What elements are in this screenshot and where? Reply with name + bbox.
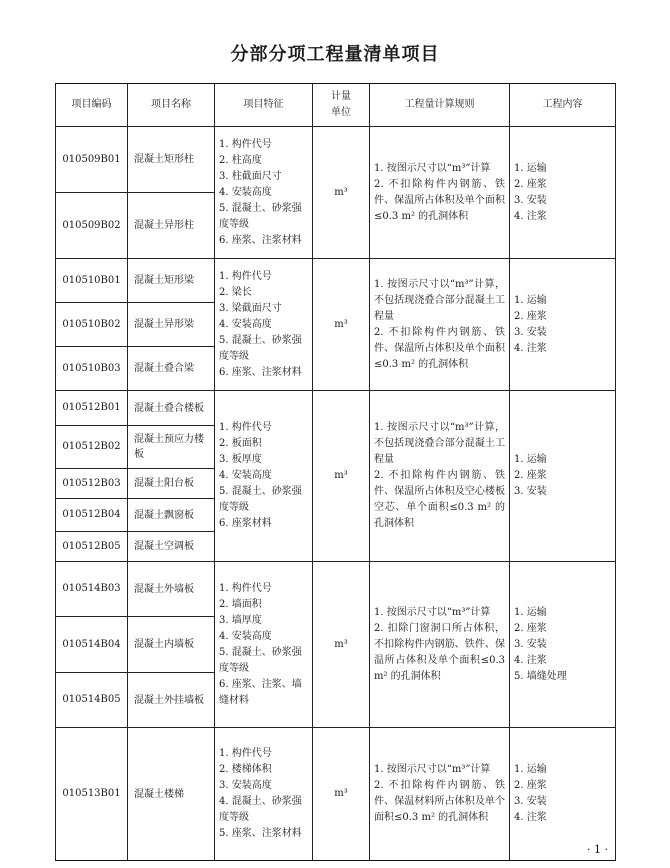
item-code: 010512B04: [56, 499, 128, 532]
feature-line: 4. 安装高度: [219, 630, 272, 642]
content-line: 3. 安装: [514, 194, 547, 206]
item-rules: [370, 127, 510, 259]
feature-line: 4. 安装高度: [219, 186, 272, 198]
page-number: · 1 ·: [587, 843, 608, 856]
bill-of-quantities-table: [55, 83, 616, 861]
item-name: 混凝土异形梁: [128, 303, 215, 347]
feature-line: 5. 混凝土、砂浆强度等级: [219, 334, 302, 362]
item-content: [510, 728, 616, 861]
item-code: 010509B02: [56, 193, 128, 259]
item-code: 010512B03: [56, 469, 128, 499]
item-name: 混凝土叠合楼板: [128, 391, 215, 426]
rule-line: 2. 不扣除构件内钢筋、铁件、保温材料所占体积及单个面积≤0.3 m² 的孔洞体积: [374, 780, 505, 823]
rule-line: 2. 不扣除构件内钢筋、铁件、保温所占体积及单个面积≤0.3 m² 的孔洞体积: [374, 326, 505, 370]
item-unit: m³: [313, 391, 370, 562]
item-rules: [370, 728, 510, 861]
rule-line: 1. 按图示尺寸以“m³”计算，不包括现浇叠合部分混凝土工程量: [374, 278, 505, 322]
header-content: 工程内容: [510, 84, 616, 127]
item-features: [215, 391, 313, 562]
item-unit: m³: [313, 562, 370, 728]
item-content: [510, 127, 616, 259]
feature-line: 3. 墙厚度: [219, 614, 262, 626]
feature-line: 2. 柱高度: [219, 154, 262, 166]
feature-line: 1. 构件代号: [219, 748, 272, 759]
item-content: [510, 259, 616, 391]
rule-line: 2. 扣除门窗洞口所占体积，不扣除构件内钢筋、铁件、保温所占体积及单个面积≤0.3 m² 的孔洞体积: [374, 622, 505, 682]
table-row: [56, 728, 616, 861]
feature-line: 3. 梁截面尺寸: [219, 302, 282, 314]
item-name: 混凝土预应力楼板: [128, 426, 215, 469]
feature-line: 4. 安装高度: [219, 318, 272, 330]
content-line: 4. 注浆: [514, 812, 547, 823]
feature-line: 5. 混凝土、砂浆强度等级: [219, 646, 302, 674]
item-code: 010514B05: [56, 673, 128, 728]
rule-line: 1. 按图示尺寸以“m³”计算: [374, 162, 491, 174]
content-line: 3. 安装: [514, 638, 547, 650]
table-row: [56, 127, 616, 193]
item-unit: m³: [313, 127, 370, 259]
feature-line: 1. 构件代号: [219, 422, 272, 433]
rule-line: 2. 不扣除构件内钢筋、铁件、保温所占体积及空心楼板空芯、单个面积≤0.3 m² 的孔洞体积: [374, 470, 505, 529]
feature-line: 4. 安装高度: [219, 470, 272, 481]
item-features: [215, 728, 313, 861]
item-unit: m³: [313, 728, 370, 861]
item-code: 010510B01: [56, 259, 128, 303]
table-header-row: [56, 84, 616, 127]
item-rules: [370, 562, 510, 728]
rule-line: 1. 按图示尺寸以“m³”计算，不包括现浇叠合部分混凝土工程量: [374, 422, 505, 465]
feature-line: 2. 墙面积: [219, 598, 262, 610]
feature-line: 1. 构件代号: [219, 270, 272, 282]
item-name: 混凝土空调板: [128, 532, 215, 562]
table-row: [56, 259, 616, 303]
content-line: 1. 运输: [514, 606, 547, 618]
item-name: 混凝土异形柱: [128, 193, 215, 259]
item-code: 010514B04: [56, 617, 128, 673]
feature-line: 5. 混凝土、砂浆强度等级: [219, 486, 302, 513]
page-title: 分部分项工程量清单项目: [230, 44, 440, 65]
header-rules: 工程量计算规则: [370, 84, 510, 127]
item-name: 混凝土叠合梁: [128, 347, 215, 391]
content-line: 2. 座浆: [514, 780, 547, 791]
content-line: 3. 安装: [514, 486, 547, 497]
item-code: 010510B03: [56, 347, 128, 391]
content-line: 2. 座浆: [514, 470, 547, 481]
content-line: 1. 运输: [514, 764, 547, 775]
content-line: 3. 安装: [514, 326, 547, 338]
item-name: 混凝土外挂墙板: [128, 673, 215, 728]
item-code: 010514B03: [56, 562, 128, 617]
item-name: 混凝土楼梯: [128, 728, 215, 861]
feature-line: 1. 构件代号: [219, 582, 272, 594]
feature-line: 6. 座浆、注浆、墙缝材料: [219, 678, 302, 706]
rule-line: 1. 按图示尺寸以“m³”计算: [374, 764, 491, 775]
feature-line: 3. 板厚度: [219, 454, 262, 465]
item-name: 混凝土外墙板: [128, 562, 215, 617]
content-line: 3. 安装: [514, 796, 547, 807]
feature-line: 1. 构件代号: [219, 138, 272, 150]
item-content: [510, 391, 616, 562]
table-row: [56, 391, 616, 426]
content-line: 2. 座浆: [514, 310, 547, 322]
item-content: [510, 562, 616, 728]
header-name: 项目名称: [128, 84, 215, 127]
content-line: 2. 座浆: [514, 622, 547, 634]
item-features: [215, 259, 313, 391]
item-name: 混凝土阳台板: [128, 469, 215, 499]
item-code: 010509B01: [56, 127, 128, 193]
header-code: 项目编码: [56, 84, 128, 127]
feature-line: 2. 板面积: [219, 438, 262, 449]
feature-line: 2. 梁长: [219, 286, 252, 298]
content-line: 1. 运输: [514, 162, 547, 174]
item-code: 010510B02: [56, 303, 128, 347]
header-features: 项目特征: [215, 84, 313, 127]
item-name: 混凝土飘窗板: [128, 499, 215, 532]
feature-line: 3. 柱截面尺寸: [219, 170, 282, 182]
item-unit: m³: [313, 259, 370, 391]
item-code: 010512B01: [56, 391, 128, 426]
rule-line: 2. 不扣除构件内钢筋、铁件、保温所占体积及单个面积≤0.3 m² 的孔洞体积: [374, 178, 505, 222]
item-code: 010513B01: [56, 728, 128, 861]
feature-line: 5. 座浆、注浆材料: [219, 828, 302, 839]
content-line: 1. 运输: [514, 294, 547, 306]
header-unit: 计量单位: [313, 84, 370, 127]
item-rules: [370, 391, 510, 562]
item-features: [215, 127, 313, 259]
item-name: 混凝土内墙板: [128, 617, 215, 673]
item-rules: [370, 259, 510, 391]
feature-line: 3. 安装高度: [219, 780, 272, 791]
item-code: 010512B02: [56, 426, 128, 469]
content-line: 2. 座浆: [514, 178, 547, 190]
feature-line: 4. 混凝土、砂浆强度等级: [219, 796, 302, 823]
content-line: 1. 运输: [514, 454, 547, 465]
item-name: 混凝土矩形柱: [128, 127, 215, 193]
content-line: 5. 墙缝处理: [514, 670, 567, 682]
content-line: 4. 注浆: [514, 210, 547, 222]
feature-line: 2. 楼梯体积: [219, 764, 272, 775]
rule-line: 1. 按图示尺寸以“m³”计算: [374, 606, 491, 618]
item-features: [215, 562, 313, 728]
content-line: 4. 注浆: [514, 654, 547, 666]
content-line: 4. 注浆: [514, 342, 547, 354]
feature-line: 5. 混凝土、砂浆强度等级: [219, 202, 302, 230]
feature-line: 6. 座浆、注浆材料: [219, 366, 302, 378]
feature-line: 6. 座浆材料: [219, 518, 272, 529]
feature-line: 6. 座浆、注浆材料: [219, 234, 302, 246]
item-code: 010512B05: [56, 532, 128, 562]
table-row: [56, 562, 616, 617]
item-name: 混凝土矩形梁: [128, 259, 215, 303]
